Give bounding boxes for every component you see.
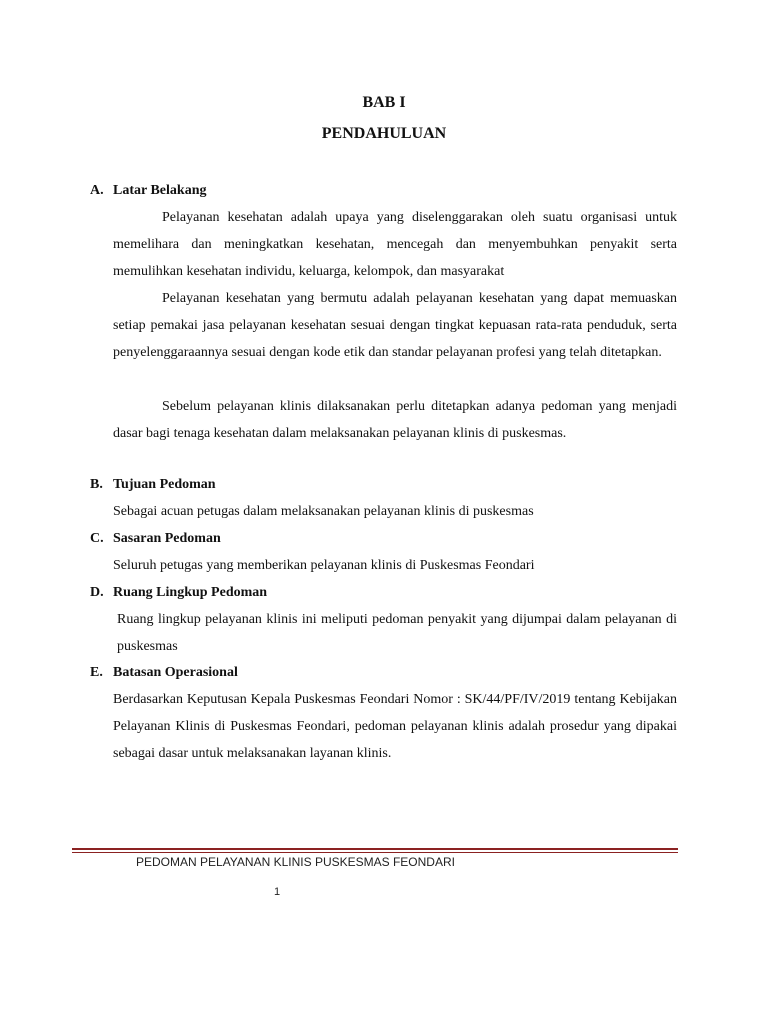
section-b-heading [90,477,216,493]
footer-rule-thin [72,852,678,853]
section-b-letter: B. [90,477,103,492]
section-d-title: Ruang Lingkup Pedoman [113,585,268,600]
footer-rule-thick [72,848,678,850]
section-c-heading [90,531,221,547]
section-e-letter: E. [90,665,103,680]
section-a-heading [90,183,206,199]
section-c-letter: C. [90,531,104,546]
section-a-paragraph-2: Pelayanan kesehatan yang bermutu adalah pelayanan kesehatan yang dapat memuaskan setiap pemakai jasa pelayanan kesehatan sesuai dengan tingkat kepuasan rata-rata penduduk, serta penyelenggaraannya sesuai dengan kode etik dan standar pelayanan profesi yang telah ditetapkan. [113,291,677,360]
section-d-heading [90,585,267,601]
footer-title: PEDOMAN PELAYANAN KLINIS PUSKESMAS FEONDARI [136,855,455,869]
section-e-text: Berdasarkan Keputusan Kepala Puskesmas Feondari Nomor : SK/44/PF/IV/2019 tentang Kebijakan Pelayanan Klinis di Puskesmas Feondari, pedoman pelayanan klinis adalah prosedur yang dipakai sebagai dasar untuk melaksanakan layanan klinis. [113,692,677,761]
section-d-text: Ruang lingkup pelayanan klinis ini meliputi pedoman penyakit yang dijumpai dalam pelayanan di puskesmas [117,612,677,654]
section-a-paragraph-3: Sebelum pelayanan klinis dilaksanakan perlu ditetapkan adanya pedoman yang menjadi dasar bagi tenaga kesehatan dalam melaksanakan pelayanan klinis di puskesmas. [113,399,677,441]
section-a-title: Latar Belakang [113,183,207,198]
section-a-letter: A. [90,183,104,198]
page-number: 1 [274,886,281,898]
section-b-title: Tujuan Pedoman [113,477,216,492]
section-a-paragraph-1: Pelayanan kesehatan adalah upaya yang diselenggarakan oleh suatu organisasi untuk memelihara dan meningkatkan kesehatan, mencegah dan menyembuhkan penyakit serta memulihkan kesehatan individu, keluarga, kelompok, dan masyarakat [113,210,677,279]
section-e-heading [90,665,238,681]
section-d-letter: D. [90,585,104,600]
section-e-title: Batasan Operasional [113,665,238,680]
section-c-text: Seluruh petugas yang memberikan pelayanan klinis di Puskesmas Feondari [113,558,535,573]
section-c-title: Sasaran Pedoman [113,531,221,546]
chapter-title: PENDAHULUAN [321,125,447,142]
chapter-label: BAB I [362,94,406,111]
section-b-text: Sebagai acuan petugas dalam melaksanakan pelayanan klinis di puskesmas [113,504,534,519]
